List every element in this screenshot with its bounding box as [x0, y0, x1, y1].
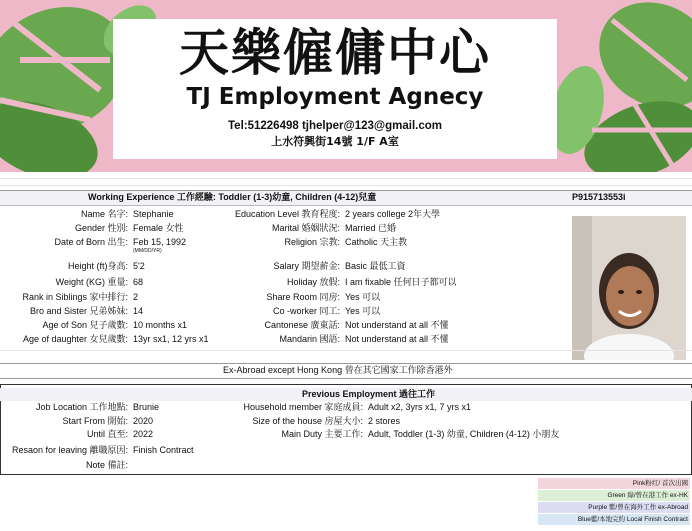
field-label: Height (ft)身高: — [67, 261, 128, 271]
field-value: Married 已婚 — [345, 223, 397, 233]
field-value: 68 — [133, 277, 144, 287]
field-label: Religion 宗教: — [284, 237, 340, 247]
previous-row — [0, 401, 692, 414]
field-value: Adult, Toddler (1-3) 幼童, Children (4-12) 小朋友 — [368, 429, 560, 439]
field-value: Catholic 天主教 — [345, 237, 408, 247]
previous-employment-header: Previous Employment 過往工作 — [302, 389, 436, 399]
helper-portrait-illustration — [572, 216, 686, 360]
field-label: Weight (KG) 重量: — [55, 277, 128, 287]
field-value: 2 years college 2年大學 — [345, 209, 441, 219]
grid-line — [0, 185, 692, 186]
field-value: 2 — [133, 292, 139, 302]
field-value: 10 months x1 — [133, 320, 188, 330]
field-label: Education Level 教育程度: — [234, 209, 340, 219]
field-value: 5'2 — [133, 261, 145, 271]
field-value: 14 — [133, 306, 144, 316]
field-value: Stephanie — [133, 209, 174, 219]
field-label: Main Duty 主要工作: — [281, 429, 363, 439]
reason-label: Resaon for leaving 離職原因: — [11, 445, 128, 455]
field-label: Household member 家庭成員: — [243, 402, 363, 412]
field-label: Share Room 同房: — [266, 292, 340, 302]
legend-purple: Purple 紫/曾在海外工作 ex-Abroad — [538, 502, 690, 513]
working-experience-header: Working Experience 工作經驗: Toddler (1-3)幼童, Children (4-12)兒童 — [88, 192, 377, 202]
field-label: Date of Born 出生: — [54, 237, 128, 247]
field-label: Holiday 放假: — [286, 277, 340, 287]
reference-code: P915713553i — [572, 192, 626, 202]
agency-name-chinese: 天樂僱傭中心 — [179, 24, 491, 82]
helper-photo — [572, 216, 686, 360]
field-label: Co -worker 同工: — [272, 306, 340, 316]
monstera-leaf-right-decoration — [552, 0, 692, 172]
field-label: Name 名字: — [80, 209, 128, 219]
agency-contact: Tel:51226498 tjhelper@123@gmail.com — [228, 120, 442, 132]
grid-line — [0, 178, 692, 179]
field-value: Yes 可以 — [345, 306, 381, 316]
field-label: Until 直至: — [86, 429, 128, 439]
field-label: Start From 開始: — [62, 416, 128, 426]
field-value: 2022 — [133, 429, 154, 439]
previous-row — [0, 415, 692, 428]
field-value: Adult x2, 3yrs x1, 7 yrs x1 — [368, 402, 472, 412]
reason-value: Finish Contract — [133, 445, 194, 455]
field-value: Not understand at all 不懂 — [345, 334, 449, 344]
previous-row — [0, 459, 692, 472]
field-label: Rank in Siblings 家中排行: — [22, 292, 128, 302]
previous-row — [0, 444, 692, 457]
field-value: Female 女性 — [133, 223, 184, 233]
previous-employment-header-row — [0, 388, 692, 401]
agency-name-english: TJ Employment Agnecy — [186, 84, 484, 110]
profile-header-row — [0, 190, 692, 206]
field-value: I am fixable 任何日子都可以 — [345, 277, 457, 287]
field-label: Job Location 工作地點: — [35, 402, 128, 412]
field-label: Age of Son 兒子歲數: — [42, 320, 128, 330]
field-value: 13yr sx1, 12 yrs x1 — [133, 334, 209, 344]
field-value: Brunie — [133, 402, 160, 412]
field-label: Gender 性別: — [74, 223, 128, 233]
dob-format-hint: (MM/DD/YR) — [133, 248, 162, 254]
ex-abroad-row — [0, 363, 692, 379]
field-value: Basic 最低工資 — [345, 261, 406, 271]
grid-line — [0, 350, 692, 351]
legend-blue: Blue藍/本地完約 Local Finish Contract — [538, 514, 690, 525]
field-label: Age of daughter 女兒歲數: — [22, 334, 128, 344]
note-label: Note 備註: — [85, 460, 128, 470]
legend-pink: Pink粉红/ 首次出國 — [538, 478, 690, 489]
field-label: Size of the house 房屋大小: — [252, 416, 363, 426]
previous-row — [0, 428, 692, 441]
agency-title-card — [113, 19, 557, 159]
field-value: Yes 可以 — [345, 292, 381, 302]
field-value: Feb 15, 1992 — [133, 237, 187, 247]
field-label: Salary 期望薪金: — [273, 261, 340, 271]
ex-abroad-label: Ex-Abroad except Hong Kong 曾在其它國家工作除香港外 — [223, 365, 453, 375]
field-label: Cantonese 廣東話: — [264, 320, 340, 330]
field-label: Bro and Sister 兄弟姊妹: — [29, 306, 128, 316]
field-label: Marital 婚姻狀況: — [271, 223, 340, 233]
field-value: Not understand at all 不懂 — [345, 320, 449, 330]
field-value: 2020 — [133, 416, 154, 426]
agency-banner — [0, 0, 692, 172]
agency-address: 上水符興街14號 1/F A室 — [271, 135, 399, 148]
legend-green: Green 綠/曾在港工作 ex-HK — [538, 490, 690, 501]
field-label: Mandarin 國語: — [279, 334, 340, 344]
field-value: 2 stores — [368, 416, 401, 426]
